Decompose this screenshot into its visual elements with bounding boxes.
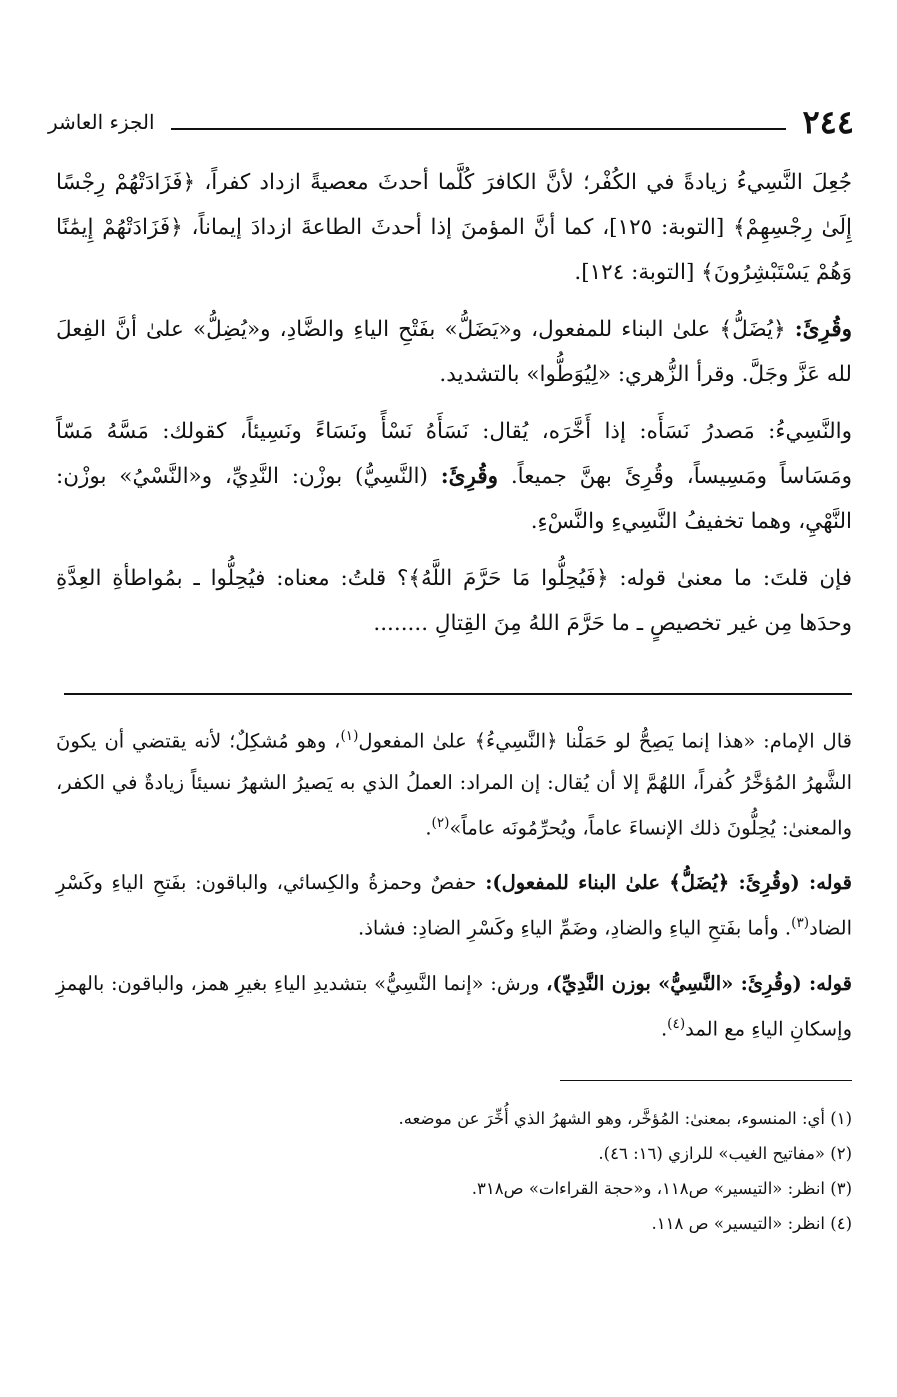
header-rule xyxy=(171,128,787,130)
paragraph-text: . xyxy=(660,1017,668,1040)
running-head: الجزء العاشر xyxy=(48,110,155,134)
quote-lemma: قوله: (وقُرِئَ: ﴿يُضَلُّ﴾ علىٰ البناء للمفعول): xyxy=(485,871,853,894)
footnote: (٤) انظر: «التيسير» ص ١١٨. xyxy=(651,1214,852,1233)
paragraph-text: ﴿يُضَلُّ﴾ علىٰ البناء للمفعول، و«يَضَلُّ» بفَتْحِ الياءِ والضَّادِ، و«يُضِلُّ» علىٰ أنَّ الفِعلَ لله عَزَّ وجَلَّ. وقرأ الزُّهري: «لِيُوَطُّوا» بالتشديد. xyxy=(56,317,852,387)
paragraph-text: . وأما بفَتحِ الياءِ والضادِ، وضَمِّ الياءِ وكَسْرِ الضادِ: فشاذ. xyxy=(358,916,792,940)
commentary-paragraph xyxy=(56,556,852,646)
commentary-paragraph xyxy=(56,409,852,544)
paragraph-text: فإن قلتَ: ما معنىٰ قوله: ﴿فَيُحِلُّوا مَا حَرَّمَ اللَّهُ﴾؟ قلتُ: معناه: فيُحِلُّوا ـ بمُواطأةِ العِدَّةِ وحدَها مِن غير تخصيصٍ ـ ما حَرَّمَ اللهُ مِنَ القِتالِ ........ xyxy=(56,566,852,636)
paragraph-text: ، وهو مُشكِلٌ؛ لأنه يقتضي أن يكونَ الشَّهرُ المُؤخَّرُ كُفراً، اللهُمَّ إلا أن يُقال: إن المراد: العملُ الذي به يَصيرُ الشهرُ نسيئاً زيادةٌ في الكفر، والمعنىٰ: يُحِلُّونَ ذلك الإنساءَ عاماً، ويُحرِّمُونَه عاماً» xyxy=(56,729,852,839)
commentary-paragraph xyxy=(56,307,852,397)
footnote-ref: (١) xyxy=(340,728,359,744)
paragraph-text: جُعِلَ النَّسِيءُ زيادةً في الكُفْر؛ لأنَّ الكافرَ كُلَّما أحدثَ معصيةً ازداد كفراً، ﴿فَزَادَتْهُمْ رِجْسًا إِلَىٰ رِجْسِهِمْ﴾ [التوبة: ١٢٥]، كما أنَّ المؤمنَ إذا أحدثَ الطاعةَ ازدادَ إيماناً، ﴿فَزَادَتْهُمْ إِيمَٰنًا وَهُمْ يَسْتَبْشِرُونَ﴾ [التوبة: ١٢٤]. xyxy=(56,170,852,285)
paragraph-text: . xyxy=(425,816,432,839)
commentary-text xyxy=(56,160,852,658)
supercommentary-paragraph xyxy=(56,862,852,949)
footnote: (٣) انظر: «التيسير» ص١١٨، و«حجة القراءات» ص٣١٨. xyxy=(471,1179,852,1198)
supercommentary-paragraph xyxy=(56,716,852,848)
section-divider xyxy=(64,693,852,695)
footnote-ref: (٢) xyxy=(431,814,450,831)
supercommentary-text xyxy=(56,716,852,1063)
paragraph-text: قال الإمام: «هذا إنما يَصِحُّ لو حَمَلْنا ﴿النَّسِيءُ﴾ علىٰ المفعول xyxy=(358,729,852,753)
paragraph-text: حفصٌ وحمزةُ والكِسائي، والباقون: بفَتحِ الياءِ وكَسْرِ الضاد xyxy=(56,871,852,940)
supercommentary-paragraph xyxy=(56,963,852,1050)
footnote: (٢) «مفاتيح الغيب» للرازي (١٦: ٤٦). xyxy=(598,1144,852,1163)
quote-lemma: قوله: (وقُرِئَ: «النَّسِيُّ» بوزن النَّدِيِّ)، xyxy=(546,971,852,995)
reading-label: وقُرِئَ: xyxy=(440,464,499,489)
page-number: ٢٤٤ xyxy=(802,103,854,141)
paragraph-text: ورش: «إنما النَّسِيُّ» بتشديدِ الياءِ بغيرِ همز، والباقون: بالهمزِ وإسكانِ الياءِ مع المد xyxy=(56,971,852,1040)
footnote: (١) أي: المنسوء، بمعنىٰ: المُؤخَّر، وهو الشهرُ الذي أُخِّرَ عن موضعه. xyxy=(398,1109,852,1128)
footnote-ref: (٣) xyxy=(791,915,810,931)
footnote-ref: (٤) xyxy=(667,1015,686,1032)
commentary-paragraph xyxy=(56,160,852,295)
page-header xyxy=(48,96,854,148)
paragraph-text: (النَّسِيُّ) بوزْن: النَّدِيِّ، و«النَّسْيُ» بوزْن: النَّهْيِ، وهما تخفيفُ النَّسِيءِ والنَّسْءِ. xyxy=(56,464,852,534)
footnotes xyxy=(56,1103,852,1243)
footnote-divider xyxy=(560,1080,852,1081)
reading-label: وقُرِئَ: xyxy=(794,317,852,342)
paragraph-text: والنَّسِيءُ: مَصدرُ نَسَأَه: إذا أَخَّرَه، يُقال: نَسَأَهُ نَسْأً ونَسَاءً ونَسِيئاً، كقولك: مَسَّهُ مَسّاً ومَسَاساً ومَسِيساً، وقُرِئَ بهنَّ جميعاً. xyxy=(56,419,852,489)
